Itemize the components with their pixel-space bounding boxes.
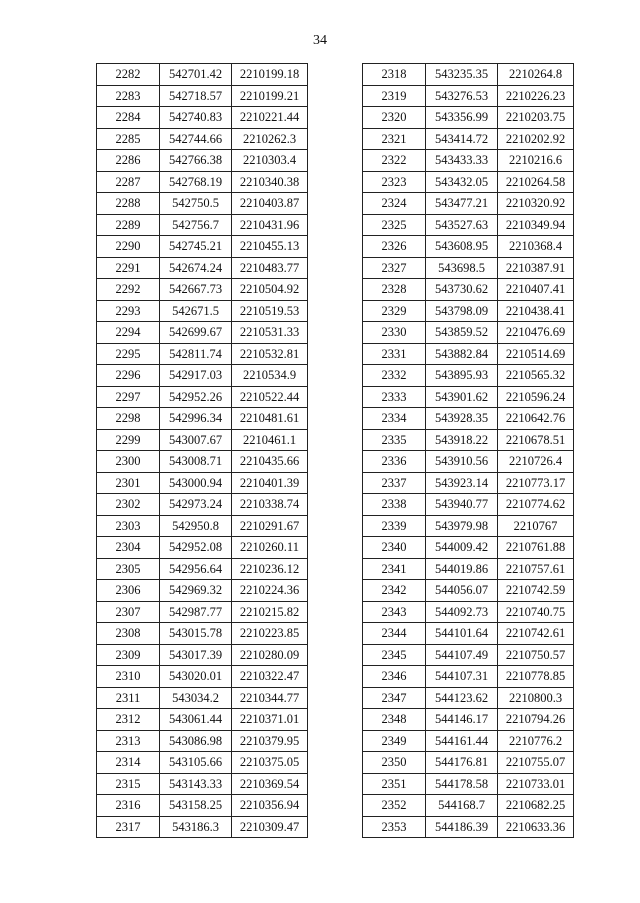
point-number-cell: 2352 bbox=[363, 795, 426, 817]
y-coordinate-cell: 2210461.1 bbox=[232, 429, 308, 451]
point-number-cell: 2303 bbox=[97, 515, 160, 537]
y-coordinate-cell: 2210800.3 bbox=[498, 687, 574, 709]
point-number-cell: 2334 bbox=[363, 408, 426, 430]
x-coordinate-cell: 544101.64 bbox=[426, 623, 498, 645]
y-coordinate-cell: 2210740.75 bbox=[498, 601, 574, 623]
table-row bbox=[363, 709, 574, 731]
point-number-cell: 2327 bbox=[363, 257, 426, 279]
y-coordinate-cell: 2210223.85 bbox=[232, 623, 308, 645]
point-number-cell: 2344 bbox=[363, 623, 426, 645]
y-coordinate-cell: 2210303.4 bbox=[232, 150, 308, 172]
y-coordinate-cell: 2210742.61 bbox=[498, 623, 574, 645]
y-coordinate-cell: 2210401.39 bbox=[232, 472, 308, 494]
y-coordinate-cell: 2210375.05 bbox=[232, 752, 308, 774]
table-row bbox=[97, 601, 308, 623]
x-coordinate-cell: 542952.26 bbox=[160, 386, 232, 408]
y-coordinate-cell: 2210633.36 bbox=[498, 816, 574, 838]
x-coordinate-cell: 543020.01 bbox=[160, 666, 232, 688]
point-number-cell: 2341 bbox=[363, 558, 426, 580]
table-row bbox=[363, 730, 574, 752]
x-coordinate-cell: 543061.44 bbox=[160, 709, 232, 731]
point-number-cell: 2293 bbox=[97, 300, 160, 322]
y-coordinate-cell: 2210215.82 bbox=[232, 601, 308, 623]
point-number-cell: 2284 bbox=[97, 107, 160, 129]
table-row bbox=[363, 386, 574, 408]
x-coordinate-cell: 544176.81 bbox=[426, 752, 498, 774]
y-coordinate-cell: 2210260.11 bbox=[232, 537, 308, 559]
point-number-cell: 2320 bbox=[363, 107, 426, 129]
y-coordinate-cell: 2210203.75 bbox=[498, 107, 574, 129]
x-coordinate-cell: 543007.67 bbox=[160, 429, 232, 451]
x-coordinate-cell: 544056.07 bbox=[426, 580, 498, 602]
point-number-cell: 2309 bbox=[97, 644, 160, 666]
x-coordinate-cell: 543186.3 bbox=[160, 816, 232, 838]
table-row bbox=[363, 193, 574, 215]
table-row bbox=[97, 408, 308, 430]
y-coordinate-cell: 2210774.62 bbox=[498, 494, 574, 516]
table-row bbox=[97, 300, 308, 322]
y-coordinate-cell: 2210320.92 bbox=[498, 193, 574, 215]
y-coordinate-cell: 2210262.3 bbox=[232, 128, 308, 150]
x-coordinate-cell: 543086.98 bbox=[160, 730, 232, 752]
table-row bbox=[97, 687, 308, 709]
x-coordinate-cell: 544019.86 bbox=[426, 558, 498, 580]
x-coordinate-cell: 544107.31 bbox=[426, 666, 498, 688]
point-number-cell: 2314 bbox=[97, 752, 160, 774]
y-coordinate-cell: 2210438.41 bbox=[498, 300, 574, 322]
x-coordinate-cell: 544146.17 bbox=[426, 709, 498, 731]
y-coordinate-cell: 2210481.61 bbox=[232, 408, 308, 430]
y-coordinate-cell: 2210291.67 bbox=[232, 515, 308, 537]
y-coordinate-cell: 2210199.21 bbox=[232, 85, 308, 107]
y-coordinate-cell: 2210476.69 bbox=[498, 322, 574, 344]
x-coordinate-cell: 543143.33 bbox=[160, 773, 232, 795]
point-number-cell: 2331 bbox=[363, 343, 426, 365]
table-row bbox=[363, 623, 574, 645]
y-coordinate-cell: 2210519.53 bbox=[232, 300, 308, 322]
table-row bbox=[97, 795, 308, 817]
table-row bbox=[97, 580, 308, 602]
x-coordinate-cell: 543895.93 bbox=[426, 365, 498, 387]
point-number-cell: 2292 bbox=[97, 279, 160, 301]
table-row bbox=[363, 279, 574, 301]
point-number-cell: 2319 bbox=[363, 85, 426, 107]
y-coordinate-cell: 2210202.92 bbox=[498, 128, 574, 150]
point-number-cell: 2345 bbox=[363, 644, 426, 666]
point-number-cell: 2351 bbox=[363, 773, 426, 795]
x-coordinate-cell: 543882.84 bbox=[426, 343, 498, 365]
x-coordinate-cell: 542701.42 bbox=[160, 64, 232, 86]
y-coordinate-cell: 2210349.94 bbox=[498, 214, 574, 236]
point-number-cell: 2342 bbox=[363, 580, 426, 602]
table-row bbox=[97, 537, 308, 559]
point-number-cell: 2349 bbox=[363, 730, 426, 752]
table-row bbox=[363, 816, 574, 838]
y-coordinate-cell: 2210733.01 bbox=[498, 773, 574, 795]
point-number-cell: 2312 bbox=[97, 709, 160, 731]
y-coordinate-cell: 2210531.33 bbox=[232, 322, 308, 344]
table-row bbox=[97, 64, 308, 86]
y-coordinate-cell: 2210755.07 bbox=[498, 752, 574, 774]
point-number-cell: 2316 bbox=[97, 795, 160, 817]
y-coordinate-cell: 2210435.66 bbox=[232, 451, 308, 473]
y-coordinate-cell: 2210221.44 bbox=[232, 107, 308, 129]
y-coordinate-cell: 2210340.38 bbox=[232, 171, 308, 193]
x-coordinate-cell: 543158.25 bbox=[160, 795, 232, 817]
point-number-cell: 2298 bbox=[97, 408, 160, 430]
table-row bbox=[363, 580, 574, 602]
y-coordinate-cell: 2210767 bbox=[498, 515, 574, 537]
y-coordinate-cell: 2210761.88 bbox=[498, 537, 574, 559]
table-row bbox=[363, 128, 574, 150]
point-number-cell: 2339 bbox=[363, 515, 426, 537]
coordinates-table-left bbox=[96, 63, 308, 838]
y-coordinate-cell: 2210403.87 bbox=[232, 193, 308, 215]
y-coordinate-cell: 2210565.32 bbox=[498, 365, 574, 387]
point-number-cell: 2323 bbox=[363, 171, 426, 193]
x-coordinate-cell: 543910.56 bbox=[426, 451, 498, 473]
point-number-cell: 2340 bbox=[363, 537, 426, 559]
x-coordinate-cell: 542987.77 bbox=[160, 601, 232, 623]
x-coordinate-cell: 544161.44 bbox=[426, 730, 498, 752]
y-coordinate-cell: 2210532.81 bbox=[232, 343, 308, 365]
x-coordinate-cell: 542745.21 bbox=[160, 236, 232, 258]
x-coordinate-cell: 542952.08 bbox=[160, 537, 232, 559]
y-coordinate-cell: 2210682.25 bbox=[498, 795, 574, 817]
table-row bbox=[363, 773, 574, 795]
x-coordinate-cell: 543923.14 bbox=[426, 472, 498, 494]
table-row bbox=[97, 472, 308, 494]
x-coordinate-cell: 543000.94 bbox=[160, 472, 232, 494]
point-number-cell: 2301 bbox=[97, 472, 160, 494]
point-number-cell: 2325 bbox=[363, 214, 426, 236]
table-row bbox=[363, 408, 574, 430]
x-coordinate-cell: 542750.5 bbox=[160, 193, 232, 215]
x-coordinate-cell: 544123.62 bbox=[426, 687, 498, 709]
x-coordinate-cell: 542956.64 bbox=[160, 558, 232, 580]
x-coordinate-cell: 543918.22 bbox=[426, 429, 498, 451]
y-coordinate-cell: 2210642.76 bbox=[498, 408, 574, 430]
x-coordinate-cell: 543608.95 bbox=[426, 236, 498, 258]
point-number-cell: 2308 bbox=[97, 623, 160, 645]
point-number-cell: 2285 bbox=[97, 128, 160, 150]
y-coordinate-cell: 2210794.26 bbox=[498, 709, 574, 731]
point-number-cell: 2286 bbox=[97, 150, 160, 172]
x-coordinate-cell: 543414.72 bbox=[426, 128, 498, 150]
x-coordinate-cell: 542671.5 bbox=[160, 300, 232, 322]
x-coordinate-cell: 543979.98 bbox=[426, 515, 498, 537]
x-coordinate-cell: 542744.66 bbox=[160, 128, 232, 150]
point-number-cell: 2348 bbox=[363, 709, 426, 731]
point-number-cell: 2307 bbox=[97, 601, 160, 623]
x-coordinate-cell: 543433.33 bbox=[426, 150, 498, 172]
y-coordinate-cell: 2210778.85 bbox=[498, 666, 574, 688]
x-coordinate-cell: 543928.35 bbox=[426, 408, 498, 430]
y-coordinate-cell: 2210750.57 bbox=[498, 644, 574, 666]
y-coordinate-cell: 2210356.94 bbox=[232, 795, 308, 817]
x-coordinate-cell: 542766.38 bbox=[160, 150, 232, 172]
y-coordinate-cell: 2210199.18 bbox=[232, 64, 308, 86]
table-row bbox=[97, 773, 308, 795]
point-number-cell: 2282 bbox=[97, 64, 160, 86]
y-coordinate-cell: 2210483.77 bbox=[232, 257, 308, 279]
x-coordinate-cell: 544107.49 bbox=[426, 644, 498, 666]
x-coordinate-cell: 542973.24 bbox=[160, 494, 232, 516]
y-coordinate-cell: 2210322.47 bbox=[232, 666, 308, 688]
table-row bbox=[363, 236, 574, 258]
x-coordinate-cell: 542768.19 bbox=[160, 171, 232, 193]
point-number-cell: 2330 bbox=[363, 322, 426, 344]
x-coordinate-cell: 544168.7 bbox=[426, 795, 498, 817]
point-number-cell: 2332 bbox=[363, 365, 426, 387]
point-number-cell: 2329 bbox=[363, 300, 426, 322]
x-coordinate-cell: 543798.09 bbox=[426, 300, 498, 322]
table-row bbox=[97, 429, 308, 451]
y-coordinate-cell: 2210368.4 bbox=[498, 236, 574, 258]
x-coordinate-cell: 542811.74 bbox=[160, 343, 232, 365]
y-coordinate-cell: 2210338.74 bbox=[232, 494, 308, 516]
y-coordinate-cell: 2210264.58 bbox=[498, 171, 574, 193]
x-coordinate-cell: 543432.05 bbox=[426, 171, 498, 193]
point-number-cell: 2343 bbox=[363, 601, 426, 623]
y-coordinate-cell: 2210757.61 bbox=[498, 558, 574, 580]
x-coordinate-cell: 542996.34 bbox=[160, 408, 232, 430]
point-number-cell: 2306 bbox=[97, 580, 160, 602]
table-row bbox=[97, 171, 308, 193]
table-row bbox=[363, 257, 574, 279]
y-coordinate-cell: 2210742.59 bbox=[498, 580, 574, 602]
table-row bbox=[97, 623, 308, 645]
point-number-cell: 2318 bbox=[363, 64, 426, 86]
table-row bbox=[363, 214, 574, 236]
y-coordinate-cell: 2210596.24 bbox=[498, 386, 574, 408]
table-row bbox=[363, 429, 574, 451]
x-coordinate-cell: 542917.03 bbox=[160, 365, 232, 387]
table-row bbox=[97, 515, 308, 537]
table-row bbox=[97, 107, 308, 129]
point-number-cell: 2338 bbox=[363, 494, 426, 516]
table-row bbox=[97, 494, 308, 516]
x-coordinate-cell: 543527.63 bbox=[426, 214, 498, 236]
table-row bbox=[363, 537, 574, 559]
table-row bbox=[97, 85, 308, 107]
y-coordinate-cell: 2210431.96 bbox=[232, 214, 308, 236]
x-coordinate-cell: 542950.8 bbox=[160, 515, 232, 537]
table-row bbox=[97, 365, 308, 387]
x-coordinate-cell: 543730.62 bbox=[426, 279, 498, 301]
table-row bbox=[363, 322, 574, 344]
table-row bbox=[363, 752, 574, 774]
point-number-cell: 2321 bbox=[363, 128, 426, 150]
table-row bbox=[97, 816, 308, 838]
table-row bbox=[97, 451, 308, 473]
point-number-cell: 2305 bbox=[97, 558, 160, 580]
x-coordinate-cell: 543034.2 bbox=[160, 687, 232, 709]
table-row bbox=[97, 343, 308, 365]
table-row bbox=[363, 171, 574, 193]
table-row bbox=[97, 386, 308, 408]
y-coordinate-cell: 2210455.13 bbox=[232, 236, 308, 258]
y-coordinate-cell: 2210264.8 bbox=[498, 64, 574, 86]
point-number-cell: 2289 bbox=[97, 214, 160, 236]
table-row bbox=[97, 558, 308, 580]
x-coordinate-cell: 543015.78 bbox=[160, 623, 232, 645]
table-row bbox=[363, 687, 574, 709]
table-row bbox=[363, 644, 574, 666]
table-row bbox=[97, 128, 308, 150]
y-coordinate-cell: 2210504.92 bbox=[232, 279, 308, 301]
x-coordinate-cell: 543105.66 bbox=[160, 752, 232, 774]
point-number-cell: 2324 bbox=[363, 193, 426, 215]
x-coordinate-cell: 543017.39 bbox=[160, 644, 232, 666]
x-coordinate-cell: 543901.62 bbox=[426, 386, 498, 408]
point-number-cell: 2302 bbox=[97, 494, 160, 516]
x-coordinate-cell: 542674.24 bbox=[160, 257, 232, 279]
point-number-cell: 2336 bbox=[363, 451, 426, 473]
y-coordinate-cell: 2210309.47 bbox=[232, 816, 308, 838]
x-coordinate-cell: 542718.57 bbox=[160, 85, 232, 107]
x-coordinate-cell: 543477.21 bbox=[426, 193, 498, 215]
x-coordinate-cell: 543008.71 bbox=[160, 451, 232, 473]
table-row bbox=[363, 365, 574, 387]
table-row bbox=[97, 214, 308, 236]
y-coordinate-cell: 2210236.12 bbox=[232, 558, 308, 580]
point-number-cell: 2287 bbox=[97, 171, 160, 193]
table-row bbox=[363, 343, 574, 365]
y-coordinate-cell: 2210534.9 bbox=[232, 365, 308, 387]
y-coordinate-cell: 2210280.09 bbox=[232, 644, 308, 666]
y-coordinate-cell: 2210369.54 bbox=[232, 773, 308, 795]
point-number-cell: 2322 bbox=[363, 150, 426, 172]
point-number-cell: 2350 bbox=[363, 752, 426, 774]
point-number-cell: 2291 bbox=[97, 257, 160, 279]
point-number-cell: 2288 bbox=[97, 193, 160, 215]
x-coordinate-cell: 544186.39 bbox=[426, 816, 498, 838]
table-row bbox=[97, 279, 308, 301]
x-coordinate-cell: 544009.42 bbox=[426, 537, 498, 559]
table-row bbox=[97, 730, 308, 752]
x-coordinate-cell: 542740.83 bbox=[160, 107, 232, 129]
y-coordinate-cell: 2210371.01 bbox=[232, 709, 308, 731]
table-row bbox=[363, 85, 574, 107]
x-coordinate-cell: 542667.73 bbox=[160, 279, 232, 301]
point-number-cell: 2311 bbox=[97, 687, 160, 709]
table-row bbox=[363, 300, 574, 322]
point-number-cell: 2300 bbox=[97, 451, 160, 473]
y-coordinate-cell: 2210407.41 bbox=[498, 279, 574, 301]
x-coordinate-cell: 543940.77 bbox=[426, 494, 498, 516]
table-row bbox=[97, 193, 308, 215]
x-coordinate-cell: 543235.35 bbox=[426, 64, 498, 86]
point-number-cell: 2346 bbox=[363, 666, 426, 688]
point-number-cell: 2296 bbox=[97, 365, 160, 387]
point-number-cell: 2315 bbox=[97, 773, 160, 795]
point-number-cell: 2290 bbox=[97, 236, 160, 258]
point-number-cell: 2347 bbox=[363, 687, 426, 709]
point-number-cell: 2294 bbox=[97, 322, 160, 344]
table-row bbox=[363, 451, 574, 473]
x-coordinate-cell: 542699.67 bbox=[160, 322, 232, 344]
x-coordinate-cell: 543859.52 bbox=[426, 322, 498, 344]
y-coordinate-cell: 2210776.2 bbox=[498, 730, 574, 752]
table-row bbox=[363, 666, 574, 688]
table-row bbox=[97, 236, 308, 258]
y-coordinate-cell: 2210379.95 bbox=[232, 730, 308, 752]
x-coordinate-cell: 543356.99 bbox=[426, 107, 498, 129]
table-row bbox=[97, 709, 308, 731]
point-number-cell: 2326 bbox=[363, 236, 426, 258]
y-coordinate-cell: 2210522.44 bbox=[232, 386, 308, 408]
table-row bbox=[363, 515, 574, 537]
point-number-cell: 2297 bbox=[97, 386, 160, 408]
table-row bbox=[363, 150, 574, 172]
point-number-cell: 2335 bbox=[363, 429, 426, 451]
table-row bbox=[97, 644, 308, 666]
y-coordinate-cell: 2210226.23 bbox=[498, 85, 574, 107]
x-coordinate-cell: 544092.73 bbox=[426, 601, 498, 623]
point-number-cell: 2299 bbox=[97, 429, 160, 451]
point-number-cell: 2313 bbox=[97, 730, 160, 752]
point-number-cell: 2333 bbox=[363, 386, 426, 408]
y-coordinate-cell: 2210678.51 bbox=[498, 429, 574, 451]
table-row bbox=[97, 257, 308, 279]
table-row bbox=[363, 795, 574, 817]
point-number-cell: 2337 bbox=[363, 472, 426, 494]
point-number-cell: 2328 bbox=[363, 279, 426, 301]
table-row bbox=[363, 601, 574, 623]
y-coordinate-cell: 2210726.4 bbox=[498, 451, 574, 473]
y-coordinate-cell: 2210224.36 bbox=[232, 580, 308, 602]
point-number-cell: 2283 bbox=[97, 85, 160, 107]
table-row bbox=[97, 752, 308, 774]
y-coordinate-cell: 2210514.69 bbox=[498, 343, 574, 365]
table-row bbox=[97, 666, 308, 688]
point-number-cell: 2317 bbox=[97, 816, 160, 838]
table-row bbox=[363, 494, 574, 516]
y-coordinate-cell: 2210344.77 bbox=[232, 687, 308, 709]
table-row bbox=[363, 64, 574, 86]
point-number-cell: 2310 bbox=[97, 666, 160, 688]
page-number: 34 bbox=[313, 33, 327, 48]
y-coordinate-cell: 2210216.6 bbox=[498, 150, 574, 172]
x-coordinate-cell: 543698.5 bbox=[426, 257, 498, 279]
point-number-cell: 2295 bbox=[97, 343, 160, 365]
table-row bbox=[97, 150, 308, 172]
table-row bbox=[363, 107, 574, 129]
point-number-cell: 2304 bbox=[97, 537, 160, 559]
table-row bbox=[363, 558, 574, 580]
x-coordinate-cell: 542756.7 bbox=[160, 214, 232, 236]
x-coordinate-cell: 542969.32 bbox=[160, 580, 232, 602]
point-number-cell: 2353 bbox=[363, 816, 426, 838]
table-row bbox=[363, 472, 574, 494]
y-coordinate-cell: 2210387.91 bbox=[498, 257, 574, 279]
y-coordinate-cell: 2210773.17 bbox=[498, 472, 574, 494]
table-row bbox=[97, 322, 308, 344]
x-coordinate-cell: 543276.53 bbox=[426, 85, 498, 107]
x-coordinate-cell: 544178.58 bbox=[426, 773, 498, 795]
coordinates-table-right bbox=[362, 63, 574, 838]
